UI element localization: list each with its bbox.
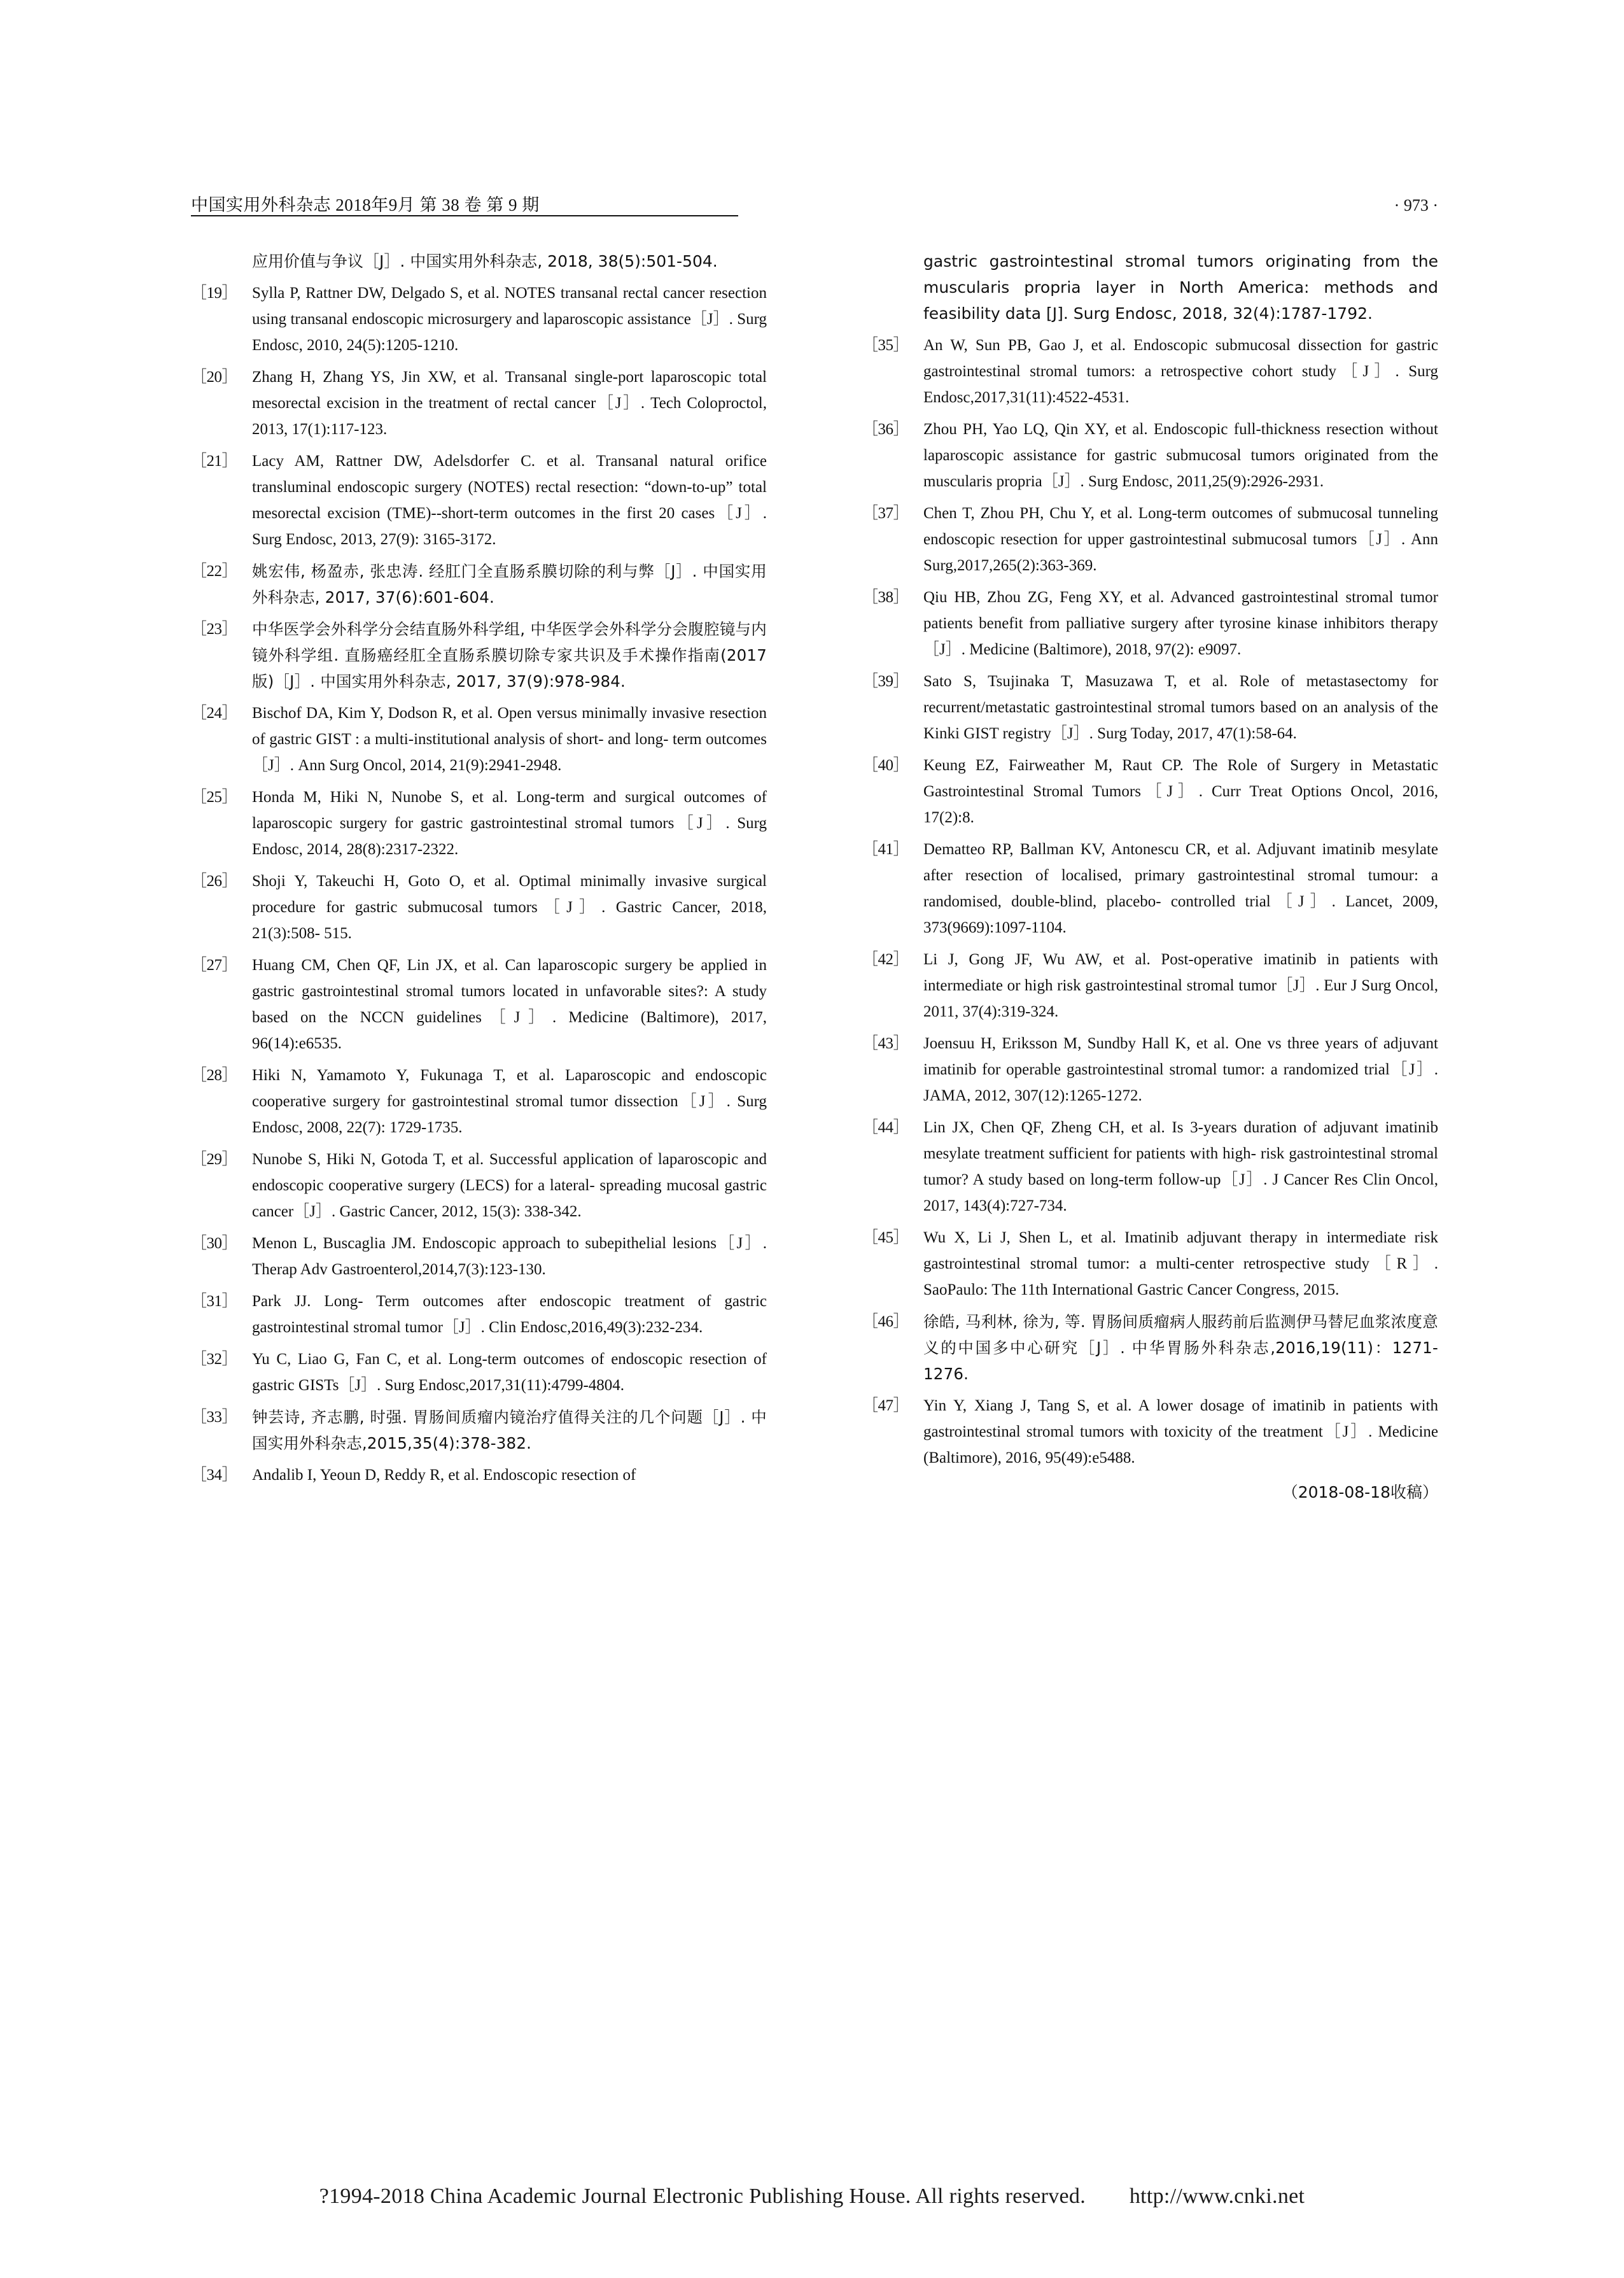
reference-number: ［44］ xyxy=(862,1119,909,1136)
reference-entry xyxy=(862,1393,1438,1471)
reference-text: Sylla P, Rattner DW, Delgado S, et al. NOTES transanal rectal cancer resection using transanal endoscopic microsurgery and laparoscopic assistance［J］. Surg Endosc, 2010, 24(5):1205-1210. xyxy=(252,285,767,354)
reference-text: Nunobe S, Hiki N, Gotoda T, et al. Successful application of laparoscopic and endoscopic cooperative surgery (LECS) for a lateral- spreading mucosal gastric cancer［J］. Gastric Cancer, 2012, 15(3): 338-342. xyxy=(252,1151,767,1220)
page-number: · 973 · xyxy=(1394,196,1438,214)
reference-text: An W, Sun PB, Gao J, et al. Endoscopic submucosal dissection for gastric gastrointestinal stromal tumors: a retrospective cohort study［J］. Surg Endosc,2017,31(11):4522-4531. xyxy=(923,337,1438,406)
reference-number: ［31］ xyxy=(191,1293,238,1310)
reference-text: Joensuu H, Eriksson M, Sundby Hall K, et al. One vs three years of adjuvant imatinib for operable gastrointestinal stromal tumor: a randomized trial［J］. JAMA, 2012, 307(12):1265-1272. xyxy=(923,1035,1438,1104)
reference-number: ［24］ xyxy=(191,705,238,722)
reference-number: ［19］ xyxy=(191,285,238,302)
reference-number: ［20］ xyxy=(191,369,238,386)
reference-number: ［35］ xyxy=(862,337,909,354)
reference-entry xyxy=(191,1346,767,1398)
reference-entry xyxy=(191,1062,767,1141)
reference-text: Keung EZ, Fairweather M, Raut CP. The Role of Surgery in Metastatic Gastrointestinal Stromal Tumors［J］. Curr Treat Options Oncol, 2016, 17(2):8. xyxy=(923,757,1438,826)
reference-entry xyxy=(191,952,767,1057)
reference-text: Hiki N, Yamamoto Y, Fukunaga T, et al. Laparoscopic and endoscopic cooperative surgery for gastrointestinal stromal tumor dissection［J］. Surg Endosc, 2008, 22(7): 1729-1735. xyxy=(252,1067,767,1136)
reference-text: Andalib I, Yeoun D, Reddy R, et al. Endoscopic resection of xyxy=(252,1466,636,1484)
reference-text: Chen T, Zhou PH, Chu Y, et al. Long-term outcomes of submucosal tunneling endoscopic resection for upper gastrointestinal submucosal tumors［J］. Ann Surg,2017,265(2):363-369. xyxy=(923,505,1438,574)
header-divider xyxy=(191,215,738,216)
reference-entry xyxy=(191,1404,767,1456)
reference-entry xyxy=(191,280,767,358)
reference-text: Park JJ. Long- Term outcomes after endoscopic treatment of gastric gastrointestinal stromal tumor［J］. Clin Endosc,2016,49(3):232-234. xyxy=(252,1293,767,1336)
reference-number: ［42］ xyxy=(862,951,909,968)
reference-text: Qiu HB, Zhou ZG, Feng XY, et al. Advanced gastrointestinal stromal tumor patients benefit from palliative surgery after tyrosine kinase inhibitors therapy［J］. Medicine (Baltimore), 2018, 97(2): e9097. xyxy=(923,589,1438,658)
reference-entry xyxy=(862,836,1438,941)
reference-text: Yin Y, Xiang J, Tang S, et al. A lower dosage of imatinib in patients with gastrointestinal stromal tumors with toxicity of the treatment［J］. Medicine (Baltimore), 2016, 95(49):e5488. xyxy=(923,1397,1438,1466)
reference-number: ［37］ xyxy=(862,505,909,522)
reference-number: ［43］ xyxy=(862,1035,909,1052)
reference-text: Wu X, Li J, Shen L, et al. Imatinib adjuvant therapy in intermediate risk gastrointestinal stromal tumor: a multi-center retrospective study［R］. SaoPaulo: The 11th International Gastric Cancer Congress, 2015. xyxy=(923,1229,1438,1298)
page-header xyxy=(191,191,1438,216)
reference-number: ［21］ xyxy=(191,453,238,470)
reference-text: Zhang H, Zhang YS, Jin XW, et al. Transanal single-port laparoscopic total mesorectal excision in the treatment of rectal cancer［J］. Tech Coloproctol, 2013, 17(1):117-123. xyxy=(252,369,767,438)
reference-number: ［33］ xyxy=(191,1409,238,1426)
reference-number: ［47］ xyxy=(862,1397,909,1414)
right-reference-list xyxy=(862,332,1438,1471)
reference-entry xyxy=(862,668,1438,747)
reference-number: ［45］ xyxy=(862,1229,909,1246)
reference-text: Lin JX, Chen QF, Zheng CH, et al. Is 3-years duration of adjuvant imatinib mesylate treatment sufficient for patients with high- risk gastrointestinal stromal tumor? A study based on long-term follow-up［J］. J Cancer Res Clin Oncol, 2017, 143(4):727-734. xyxy=(923,1119,1438,1214)
reference-entry xyxy=(191,616,767,694)
reference-text: Lacy AM, Rattner DW, Adelsdorfer C. et al. Transanal natural orifice transluminal endoscopic surgery (NOTES) rectal resection: “down-to-up” total mesorectal excision (TME)--short-term outcomes in the first 20 cases［J］. Surg Endosc, 2013, 27(9): 3165-3172. xyxy=(252,453,767,548)
reference-entry xyxy=(862,1225,1438,1303)
reference-continuation: gastric gastrointestinal stromal tumors originating from the muscularis propria layer in North America: methods and feasibility data [J]. Surg Endosc, 2018, 32(4):1787-1792. xyxy=(923,252,1438,323)
reference-number: ［27］ xyxy=(191,957,238,974)
reference-continuation: 应用价值与争议［J］. 中国实用外科杂志, 2018, 38(5):501-504. xyxy=(252,252,718,271)
reference-number: ［22］ xyxy=(191,563,238,580)
reference-text: Dematteo RP, Ballman KV, Antonescu CR, et al. Adjuvant imatinib mesylate after resection of localised, primary gastrointestinal stromal tumour: a randomised, double-blind, placebo- controlled trial［J］. Lancet, 2009, 373(9669):1097-1104. xyxy=(923,841,1438,936)
page-footer xyxy=(0,2184,1624,2209)
reference-entry xyxy=(862,1114,1438,1219)
reference-text: 中华医学会外科学分会结直肠外科学组, 中华医学会外科学分会腹腔镜与内镜外科学组. 直肠癌经肛全直肠系膜切除专家共识及手术操作指南(2017版)［J］. 中国实用外科杂志, 2017, 37(9):978-984. xyxy=(252,620,767,691)
copyright-text: ?1994-2018 China Academic Journal Electronic Publishing House. All rights reserved. xyxy=(319,2184,1086,2208)
reference-number: ［23］ xyxy=(191,621,238,638)
reference-text: Shoji Y, Takeuchi H, Goto O, et al. Optimal minimally invasive surgical procedure for gastric submucosal tumors［J］. Gastric Cancer, 2018, 21(3):508- 515. xyxy=(252,873,767,942)
reference-number: ［26］ xyxy=(191,873,238,890)
reference-text: Huang CM, Chen QF, Lin JX, et al. Can laparoscopic surgery be applied in gastric gastrointestinal stromal tumors located in unfavorable sites?: A study based on the NCCN guidelines［J］. Medicine (Baltimore), 2017, 96(14):e6535. xyxy=(252,957,767,1052)
reference-number: ［29］ xyxy=(191,1151,238,1168)
reference-text: Zhou PH, Yao LQ, Qin XY, et al. Endoscopic full-thickness resection without laparoscopic assistance for gastric submucosal tumors originated from the muscularis propria［J］. Surg Endosc, 2011,25(9):2926-2931. xyxy=(923,421,1438,490)
reference-entry xyxy=(862,752,1438,831)
reference-number: ［41］ xyxy=(862,841,909,858)
reference-entry xyxy=(191,1288,767,1340)
reference-text: 姚宏伟, 杨盈赤, 张忠涛. 经肛门全直肠系膜切除的利与弊［J］. 中国实用外科杂志, 2017, 37(6):601-604. xyxy=(252,562,767,607)
reference-entry xyxy=(191,448,767,552)
reference-entry xyxy=(862,946,1438,1025)
reference-number: ［28］ xyxy=(191,1067,238,1084)
reference-entry xyxy=(862,584,1438,663)
reference-number: ［32］ xyxy=(191,1351,238,1368)
reference-number: ［38］ xyxy=(862,589,909,606)
reference-entry xyxy=(862,1309,1438,1387)
reference-entry xyxy=(191,868,767,946)
reference-entry xyxy=(862,1030,1438,1109)
reference-entry xyxy=(862,416,1438,495)
journal-info: 中国实用外科杂志 2018年9月 第 38 卷 第 9 期 xyxy=(191,195,540,214)
received-date: （2018-08-18收稿） xyxy=(1282,1483,1438,1501)
reference-entry xyxy=(862,500,1438,579)
left-reference-list xyxy=(191,280,767,1488)
reference-text: Menon L, Buscaglia JM. Endoscopic approach to subepithelial lesions［J］. Therap Adv Gastroenterol,2014,7(3):123-130. xyxy=(252,1235,767,1278)
reference-entry xyxy=(191,700,767,778)
reference-number: ［46］ xyxy=(862,1313,909,1330)
reference-text: 徐皓, 马利林, 徐为, 等. 胃肠间质瘤病人服药前后监测伊马替尼血浆浓度意义的中国多中心研究［J］. 中华胃肠外科杂志,2016,19(11)：1271-1276. xyxy=(923,1312,1438,1383)
reference-number: ［39］ xyxy=(862,673,909,690)
reference-number: ［34］ xyxy=(191,1466,238,1484)
reference-number: ［30］ xyxy=(191,1235,238,1252)
reference-entry xyxy=(862,332,1438,411)
reference-entry xyxy=(191,364,767,442)
reference-text: 钟芸诗, 齐志鹏, 时强. 胃肠间质瘤内镜治疗值得关注的几个问题［J］. 中国实用外科杂志,2015,35(4):378-382. xyxy=(252,1408,767,1452)
left-column xyxy=(191,248,767,1503)
reference-text: Li J, Gong JF, Wu AW, et al. Post-operative imatinib in patients with intermediate or high risk gastrointestinal stromal tumor［J］. Eur J Surg Oncol, 2011, 37(4):319-324. xyxy=(923,951,1438,1020)
reference-entry xyxy=(191,1462,767,1488)
reference-columns xyxy=(191,248,1438,1503)
reference-entry xyxy=(191,784,767,862)
reference-text: Bischof DA, Kim Y, Dodson R, et al. Open versus minimally invasive resection of gastric GIST : a multi-institutional analysis of short- and long- term outcomes［J］. Ann Surg Oncol, 2014, 21(9):2941-2948. xyxy=(252,705,767,774)
reference-text: Honda M, Hiki N, Nunobe S, et al. Long-term and surgical outcomes of laparoscopic surgery for gastric gastrointestinal stromal tumors［J］. Surg Endosc, 2014, 28(8):2317-2322. xyxy=(252,789,767,858)
reference-number: ［25］ xyxy=(191,789,238,806)
cnki-url: http://www.cnki.net xyxy=(1129,2184,1305,2208)
reference-entry xyxy=(191,1230,767,1283)
reference-text: Yu C, Liao G, Fan C, et al. Long-term outcomes of endoscopic resection of gastric GISTs［J］. Surg Endosc,2017,31(11):4799-4804. xyxy=(252,1351,767,1394)
reference-text: Sato S, Tsujinaka T, Masuzawa T, et al. Role of metastasectomy for recurrent/metastatic gastrointestinal stromal tumors based on an analysis of the Kinki GIST registry［J］. Surg Today, 2017, 47(1):58-64. xyxy=(923,673,1438,742)
right-column xyxy=(862,248,1438,1503)
reference-number: ［40］ xyxy=(862,757,909,774)
reference-number: ［36］ xyxy=(862,421,909,438)
reference-entry xyxy=(191,1146,767,1225)
reference-entry xyxy=(191,558,767,610)
